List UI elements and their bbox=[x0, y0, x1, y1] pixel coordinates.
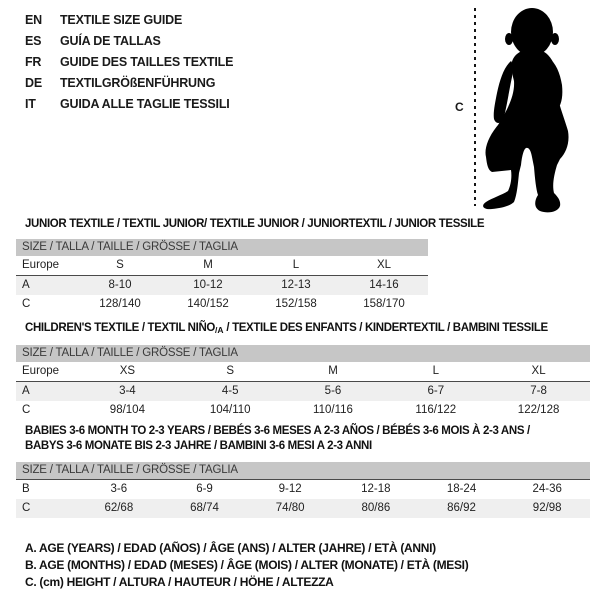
row-label: C bbox=[22, 298, 31, 310]
table-cell: 68/74 bbox=[190, 502, 219, 514]
babies-table-title-line2: BABYS 3-6 MONATE BIS 2-3 JAHRE / BAMBINI 3-6 MESI A 2-3 ANNI bbox=[25, 440, 372, 452]
table-cell: 8-10 bbox=[108, 279, 132, 291]
language-label: GUÍA DE TALLAS bbox=[60, 34, 161, 48]
size-column-header: S bbox=[116, 259, 124, 271]
language-label: GUIDA ALLE TAGLIE TESSILI bbox=[60, 97, 230, 111]
age-years-row bbox=[16, 276, 428, 295]
column-header-row bbox=[16, 362, 590, 382]
children-size-section bbox=[16, 322, 590, 420]
language-list bbox=[25, 10, 233, 115]
junior-table-title: JUNIOR TEXTILE / TEXTIL JUNIOR/ TEXTILE JUNIOR / JUNIORTEXTIL / JUNIOR TESSILE bbox=[25, 218, 485, 230]
row-label: A bbox=[22, 385, 30, 397]
row-label: B bbox=[22, 483, 30, 495]
size-column-header: M bbox=[203, 259, 213, 271]
table-cell: 116/122 bbox=[415, 404, 457, 416]
size-header-bar: SIZE / TALLA / TAILLE / GRÖSSE / TAGLIA bbox=[16, 239, 428, 256]
table-cell: 3-6 bbox=[110, 483, 128, 495]
size-column-header: L bbox=[432, 365, 439, 377]
table-cell: 128/140 bbox=[99, 298, 141, 310]
children-table-title bbox=[25, 322, 590, 337]
babies-size-table bbox=[16, 462, 590, 518]
region-label: Europe bbox=[22, 259, 60, 271]
junior-size-section bbox=[16, 218, 485, 314]
size-column-header: XL bbox=[531, 365, 546, 377]
table-cell: 122/128 bbox=[517, 404, 560, 416]
table-cell: 92/98 bbox=[532, 502, 562, 514]
size-header-bar: SIZE / TALLA / TAILLE / GRÖSSE / TAGLIA bbox=[16, 462, 590, 480]
language-code: FR bbox=[25, 55, 42, 69]
table-cell: 152/158 bbox=[275, 298, 317, 310]
language-row-es bbox=[25, 31, 233, 52]
toddler-silhouette-icon bbox=[478, 5, 600, 215]
table-cell: 10-12 bbox=[193, 279, 223, 291]
table-cell: 140/152 bbox=[187, 298, 229, 310]
note-b: B. AGE (MONTHS) / EDAD (MESES) / ÂGE (MOIS) / ALTER (MONATE) / ETÀ (MESI) bbox=[25, 558, 469, 572]
size-column-header: XL bbox=[376, 259, 392, 271]
children-title-pre: CHILDREN'S TEXTILE / TEXTIL NIÑO bbox=[25, 322, 216, 334]
children-title-sub: /A bbox=[215, 325, 224, 335]
table-cell: 18-24 bbox=[446, 483, 477, 495]
column-header-row bbox=[16, 256, 428, 276]
table-cell: 3-4 bbox=[119, 385, 136, 397]
height-cm-row bbox=[16, 401, 590, 420]
table-cell: 98/104 bbox=[109, 404, 145, 416]
table-cell: 74/80 bbox=[275, 502, 305, 514]
table-cell: 4-5 bbox=[221, 385, 239, 397]
language-row-it bbox=[25, 94, 233, 115]
language-row-fr bbox=[25, 52, 233, 73]
table-cell: 86/92 bbox=[447, 502, 476, 514]
table-cell: 7-8 bbox=[530, 385, 547, 397]
junior-size-table bbox=[16, 239, 428, 314]
row-label: C bbox=[22, 502, 31, 514]
region-label: Europe bbox=[22, 365, 60, 377]
language-label: TEXTILE SIZE GUIDE bbox=[60, 13, 183, 27]
language-row-de bbox=[25, 73, 233, 94]
table-cell: 9-12 bbox=[278, 483, 302, 495]
table-cell: 62/68 bbox=[104, 502, 134, 514]
children-title-post: / TEXTILE DES ENFANTS / KINDERTEXTIL / BAMBINI TESSILE bbox=[223, 322, 548, 334]
size-column-header: XS bbox=[119, 365, 136, 377]
note-a: A. AGE (YEARS) / EDAD (AÑOS) / ÂGE (ANS) / ALTER (JAHRE) / ETÀ (ANNI) bbox=[25, 541, 436, 555]
age-years-row bbox=[16, 382, 590, 401]
table-cell: 158/170 bbox=[363, 298, 405, 310]
language-code: DE bbox=[25, 76, 42, 90]
table-cell: 12-18 bbox=[361, 483, 391, 495]
table-cell: 104/110 bbox=[209, 404, 251, 416]
height-measure-label: C bbox=[455, 100, 464, 114]
table-cell: 6-7 bbox=[427, 385, 445, 397]
language-label: TEXTILGRÖßENFÜHRUNG bbox=[60, 76, 216, 90]
table-cell: 24-36 bbox=[532, 483, 562, 495]
size-column-header: S bbox=[226, 365, 235, 377]
row-label: A bbox=[22, 279, 30, 291]
language-label: GUIDE DES TAILLES TEXTILE bbox=[60, 55, 234, 69]
language-code: IT bbox=[25, 97, 36, 111]
table-cell: 5-6 bbox=[324, 385, 342, 397]
table-cell: 14-16 bbox=[369, 279, 399, 291]
babies-table-title-line1: BABIES 3-6 MONTH TO 2-3 YEARS / BEBÉS 3-6 MESES A 2-3 AÑOS / BÉBÉS 3-6 MOIS À 2-3 ANS / bbox=[25, 425, 530, 437]
size-header-bar: SIZE / TALLA / TAILLE / GRÖSSE / TAGLIA bbox=[16, 345, 590, 362]
table-cell: 110/116 bbox=[313, 404, 353, 416]
table-cell: 80/86 bbox=[361, 502, 391, 514]
table-cell: 6-9 bbox=[196, 483, 213, 495]
row-label: C bbox=[22, 404, 31, 416]
language-code: EN bbox=[25, 13, 42, 27]
size-column-header: M bbox=[328, 365, 338, 377]
age-months-row bbox=[16, 480, 590, 499]
note-c: C. (cm) HEIGHT / ALTURA / HAUTEUR / HÖHE / ALTEZZA bbox=[25, 575, 334, 589]
legend-notes bbox=[25, 540, 468, 591]
language-row-en bbox=[25, 10, 233, 31]
language-code: ES bbox=[25, 34, 42, 48]
height-dashed-line bbox=[474, 8, 476, 206]
size-column-header: L bbox=[292, 259, 300, 271]
height-cm-row bbox=[16, 499, 590, 518]
height-cm-row bbox=[16, 295, 428, 314]
babies-size-section bbox=[16, 424, 590, 518]
table-cell: 12-13 bbox=[281, 279, 311, 291]
children-size-table bbox=[16, 345, 590, 420]
